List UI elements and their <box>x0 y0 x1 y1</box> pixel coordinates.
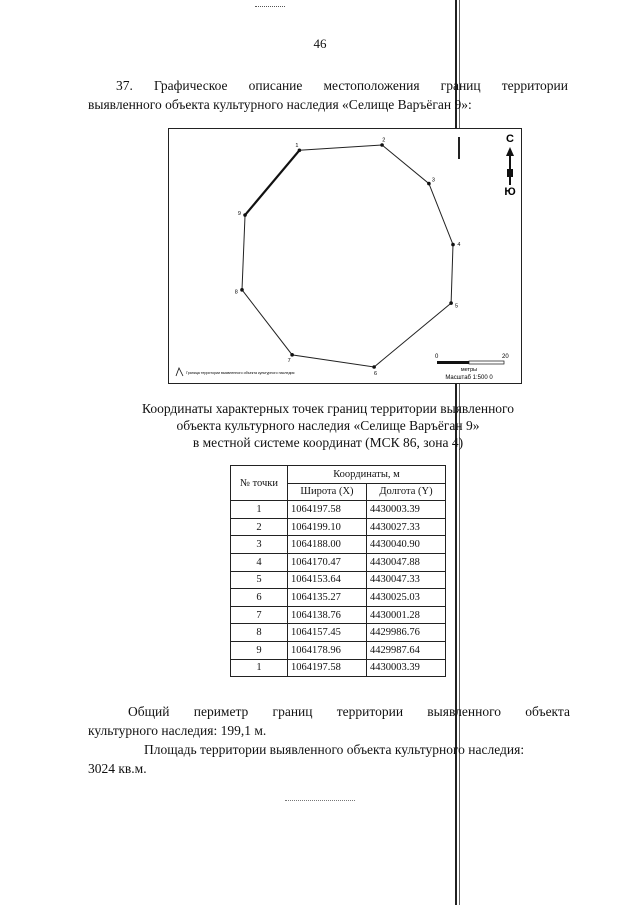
boundary-polygon <box>242 142 453 367</box>
point-number-cell: 8 <box>231 624 288 642</box>
boundary-point <box>290 353 294 357</box>
table-row <box>231 501 446 519</box>
longitude-cell: 4430027.33 <box>366 518 445 536</box>
north-arrow-head-icon <box>506 147 514 156</box>
scale-end-label: 20 <box>502 354 509 360</box>
table-row <box>231 553 446 571</box>
section-heading <box>88 76 568 114</box>
scale-bar-light <box>469 361 504 364</box>
longitude-cell: 4430001.28 <box>366 606 445 624</box>
longitude-cell: 4430025.03 <box>366 589 445 607</box>
table-row <box>231 624 446 642</box>
coordinates-table <box>230 465 446 677</box>
point-number-cell: 4 <box>231 553 288 571</box>
coordinates-title-line-2: объекта культурного наследия «Селище Варъёган 9» <box>176 418 480 433</box>
latitude-cell: 1064178.96 <box>288 641 367 659</box>
table-row <box>231 571 446 589</box>
longitude-cell: 4429987.64 <box>366 641 445 659</box>
perimeter-line-2: культурного наследия: 199,1 м. <box>88 723 267 738</box>
latitude-cell: 1064138.76 <box>288 606 367 624</box>
header-scan-marks <box>255 6 285 11</box>
latitude-cell: 1064153.64 <box>288 571 367 589</box>
legend-line-icon <box>176 368 183 376</box>
table-row <box>231 641 446 659</box>
area-paragraph <box>88 740 570 778</box>
boundary-map-svg <box>169 129 521 383</box>
boundary-point-label: 7 <box>287 358 291 365</box>
boundary-point <box>372 365 376 369</box>
col-point-header: № точки <box>231 466 288 501</box>
boundary-point <box>449 301 453 305</box>
table-row <box>231 606 446 624</box>
scale-start-label: 0 <box>435 354 439 360</box>
south-label: Ю <box>504 186 516 198</box>
boundary-point-label: 6 <box>373 370 378 377</box>
scale-bar <box>435 354 509 381</box>
table-row <box>231 536 446 554</box>
boundary-point <box>240 288 244 292</box>
perimeter-line-1: Общий периметр границ территории выявленного объекта <box>128 704 570 719</box>
point-number-cell: 2 <box>231 518 288 536</box>
col-coords-header: Координаты, м <box>288 466 446 484</box>
point-number-cell: 3 <box>231 536 288 554</box>
longitude-cell: 4430003.39 <box>366 501 445 519</box>
boundary-point-label: 9 <box>237 210 241 217</box>
summary <box>88 702 570 778</box>
area-line-1: Площадь территории выявленного объекта культурного наследия: <box>144 742 525 757</box>
boundary-map <box>168 128 522 384</box>
scale-text-label: Масштаб 1:500 0 <box>445 375 493 381</box>
coordinates-title-line-3: в местной системе координат (МСК 86, зона 4) <box>192 435 464 450</box>
north-arrow-block <box>507 169 513 177</box>
longitude-cell: 4430003.39 <box>366 659 445 677</box>
coordinates-title <box>88 400 568 451</box>
north-label: С <box>506 133 514 145</box>
boundary-point <box>298 148 302 152</box>
boundary-edge-9-1 <box>245 150 299 215</box>
scale-bar-dark <box>437 361 469 364</box>
scale-unit-label: метры <box>460 367 478 373</box>
latitude-cell: 1064188.00 <box>288 536 367 554</box>
point-number-cell: 5 <box>231 571 288 589</box>
coordinates-table-body <box>231 501 446 677</box>
boundary-point <box>451 243 455 247</box>
table-row <box>231 659 446 677</box>
latitude-cell: 1064197.58 <box>288 501 367 519</box>
latitude-cell: 1064135.27 <box>288 589 367 607</box>
point-number-cell: 9 <box>231 641 288 659</box>
heading-line-1: 37. Графическое описание местоположения границ территории <box>116 78 568 93</box>
latitude-cell: 1064157.45 <box>288 624 367 642</box>
table-header-row <box>231 466 446 484</box>
boundary-point-label: 8 <box>234 289 238 296</box>
map-legend <box>176 368 295 376</box>
footer-scan-marks <box>285 800 355 807</box>
longitude-cell: 4430040.90 <box>366 536 445 554</box>
point-number-cell: 6 <box>231 589 288 607</box>
boundary-point <box>243 213 247 217</box>
table-row <box>231 589 446 607</box>
boundary-point <box>427 182 431 186</box>
coordinates-title-line-1: Координаты характерных точек границ территории выявленного <box>141 401 514 416</box>
latitude-cell: 1064170.47 <box>288 553 367 571</box>
area-line-2: 3024 кв.м. <box>88 761 147 776</box>
boundary-point-label: 5 <box>455 303 459 310</box>
boundary-point-label: 4 <box>457 241 461 248</box>
legend-label: Граница территории выявленного объекта культурного наследия <box>186 371 295 375</box>
north-arrow <box>504 133 515 198</box>
latitude-cell: 1064197.58 <box>288 659 367 677</box>
table-row <box>231 518 446 536</box>
boundary-point-label: 3 <box>431 177 435 184</box>
boundary-point-label: 1 <box>295 142 299 149</box>
col-lon-header: Долгота (Y) <box>366 483 445 501</box>
latitude-cell: 1064199.10 <box>288 518 367 536</box>
longitude-cell: 4430047.33 <box>366 571 445 589</box>
perimeter-paragraph <box>88 702 570 740</box>
col-lat-header: Широта (X) <box>288 483 367 501</box>
boundary-point-label: 2 <box>382 137 386 144</box>
page-number: 46 <box>313 36 327 51</box>
heading-line-2: выявленного объекта культурного наследия «Селище Варъёган 9»: <box>88 97 472 112</box>
boundary-polygon-layer <box>235 137 461 377</box>
point-number-cell: 7 <box>231 606 288 624</box>
longitude-cell: 4429986.76 <box>366 624 445 642</box>
boundary-point <box>380 143 384 147</box>
point-number-cell: 1 <box>231 659 288 677</box>
point-number-cell: 1 <box>231 501 288 519</box>
longitude-cell: 4430047.88 <box>366 553 445 571</box>
